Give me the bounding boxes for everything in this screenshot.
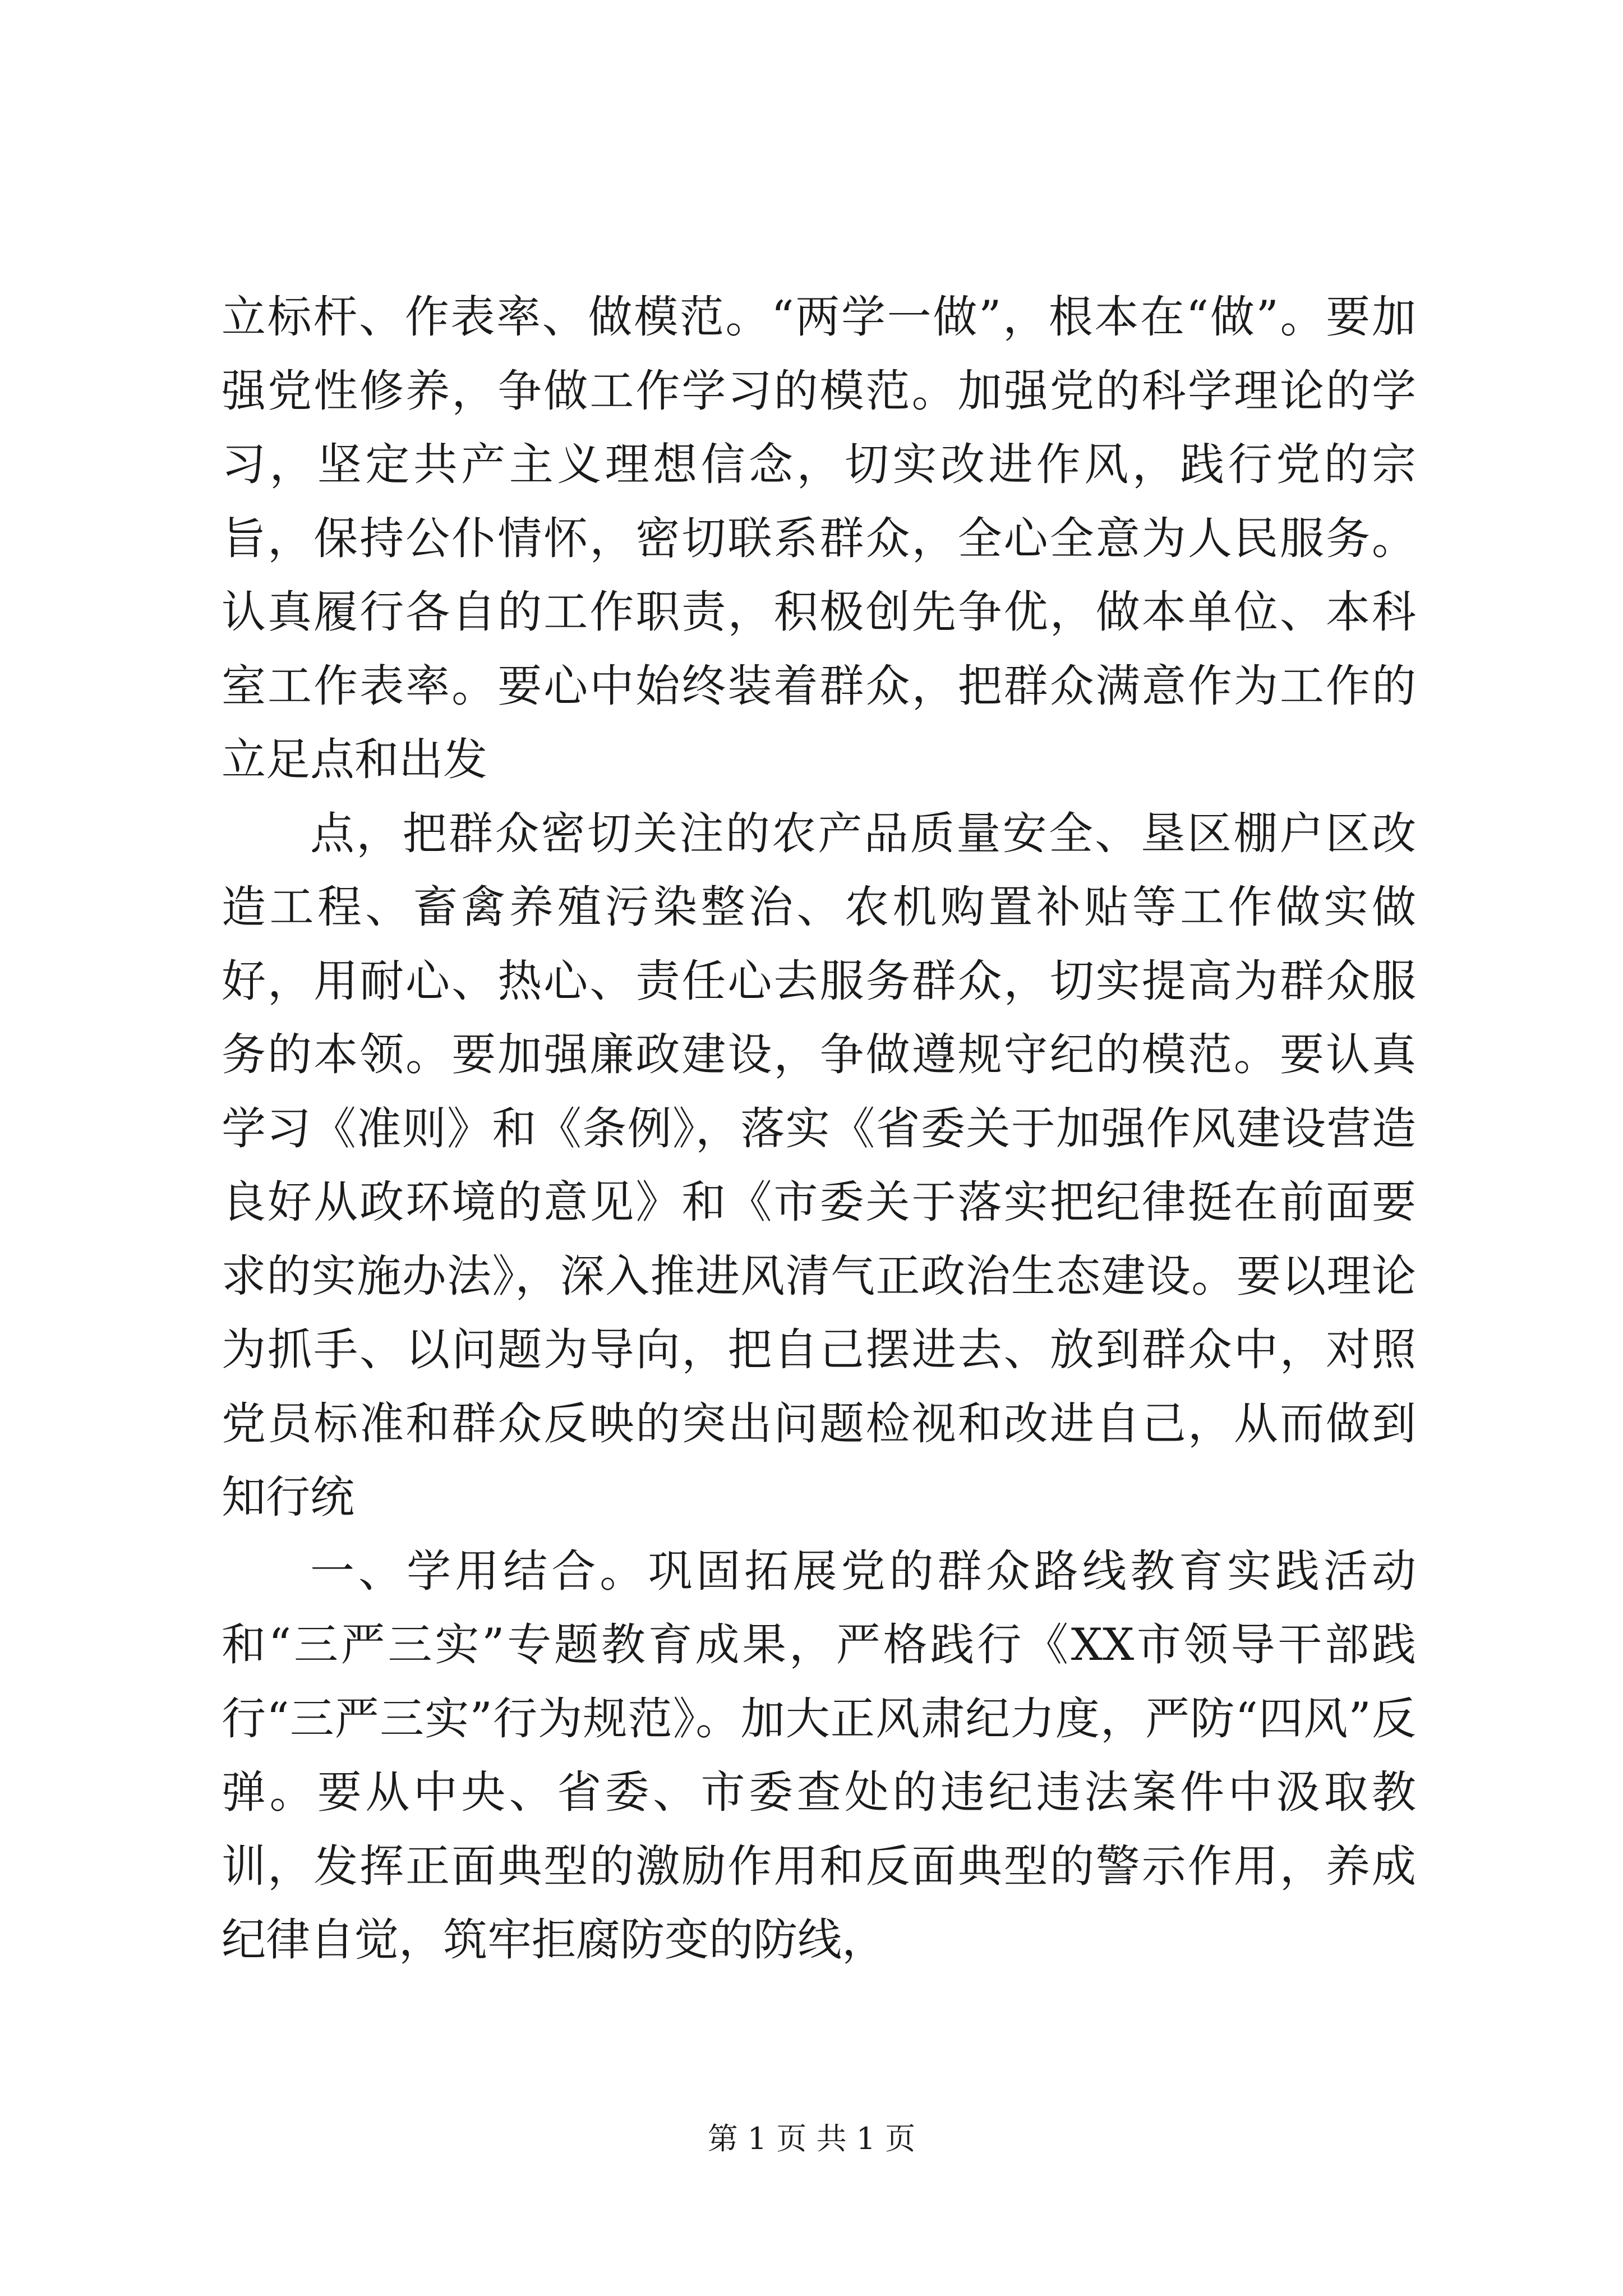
page-footer: 第 1 页 共 1 页 <box>707 2121 916 2156</box>
document-body <box>222 280 1416 1977</box>
paragraph-1: 立标杆、作表率、做模范。“两学一做”，根本在“做”。要加强党性修养，争做工作学习的模范。加强党的科学理论的学习，坚定共产主义理想信念，切实改进作风，践行党的宗旨，保持公仆情怀，密切联系群众，全心全意为人民服务。认真履行各自的工作职责，积极创先争优，做本单位、本科室工作表率。要心中始终装着群众，把群众满意作为工作的立足点和出发 <box>222 291 1416 785</box>
paragraph-3: 一、学用结合。巩固拓展党的群众路线教育实践活动和“三严三实”专题教育成果，严格践行《XX市领导干部践行“三严三实”行为规范》。加大正风肃纪力度，严防“四风”反弹。要从中央、省委、市委查处的违纪违法案件中汲取教训，发挥正面典型的激励作用和反面典型的警示作用，养成纪律自觉，筑牢拒腐防变的防线， <box>222 1545 1416 1966</box>
paragraph-2: 点，把群众密切关注的农产品质量安全、垦区棚户区改造工程、畜禽养殖污染整治、农机购置补贴等工作做实做好，用耐心、热心、责任心去服务群众，切实提高为群众服务的本领。要加强廉政建设，争做遵规守纪的模范。要认真学习《准则》和《条例》，落实《省委关于加强作风建设营造良好从政环境的意见》和《市委关于落实把纪律挺在前面要求的实施办法》，深入推进风清气正政治生态建设。要以理论为抓手、以问题为导向，把自己摆进去、放到群众中，对照党员标准和群众反映的突出问题检视和改进自己，从而做到知行统 <box>222 807 1416 1523</box>
